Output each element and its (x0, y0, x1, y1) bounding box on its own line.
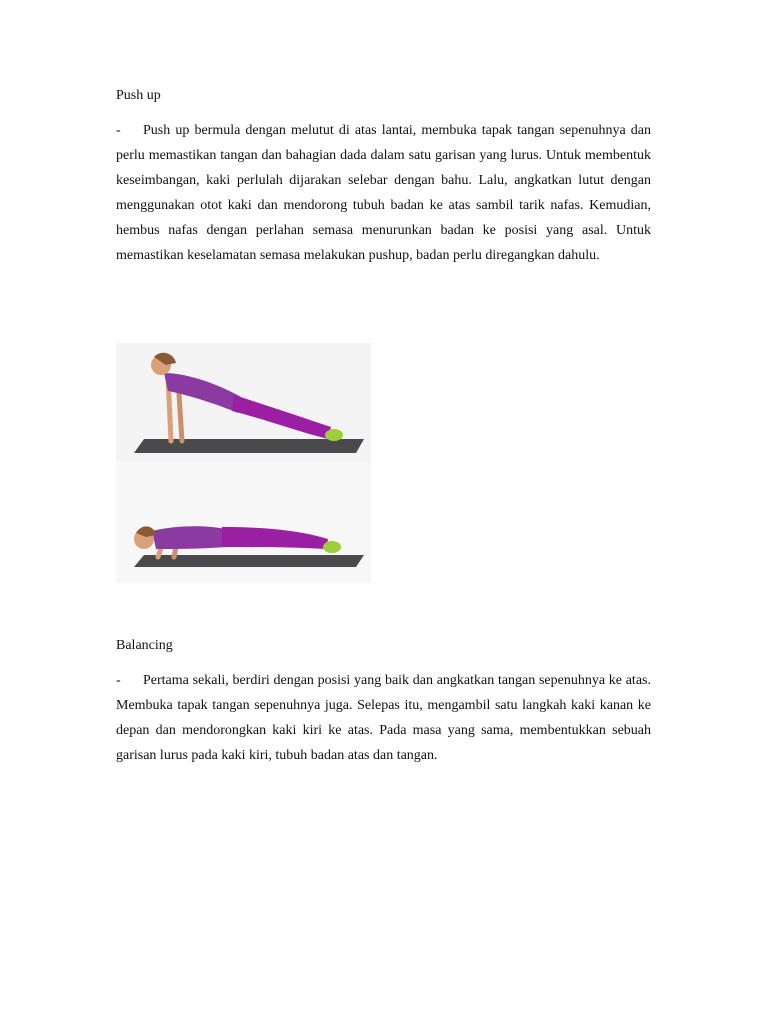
balancing-text: Pertama sekali, berdiri dengan posisi yang baik dan angkatkan tangan sepenuhnya ke atas. Membuka tapak tangan sepenuhnya juga. Selepas itu, mengambil satu langkah kaki kanan ke depan dan mendorongkan kaki kiri ke atas. Pada masa yang sama, membentukkan sebuah garisan lurus pada kaki kiri, tubuh badan atas dan tangan. (116, 673, 651, 763)
push-up-top-position-image (116, 343, 371, 461)
bullet-dash: - (116, 673, 121, 688)
bullet-dash: - (116, 123, 121, 138)
pushup-paragraph (116, 118, 651, 268)
balancing-paragraph (116, 668, 651, 768)
pushup-heading: Push up (116, 88, 161, 103)
pushup-photo (116, 343, 371, 583)
pushup-text: Push up bermula dengan melutut di atas lantai, membuka tapak tangan sepenuhnya dan perlu memastikan tangan dan bahagian dada dalam satu garisan yang lurus. Untuk membentuk keseimbangan, kaki perlulah dijarakan selebar dengan bahu. Lalu, angkatkan lutut dengan menggunakan otot kaki dan mendorong tubuh badan ke atas sambil tarik nafas. Kemudian, hembus nafas dengan perlahan semasa menurunkan badan ke posisi yang asal. Untuk memastikan keselamatan semasa melakukan pushup, badan perlu diregangkan dahulu. (116, 123, 651, 263)
balancing-heading: Balancing (116, 638, 173, 653)
push-up-bottom-position-image (116, 465, 371, 583)
